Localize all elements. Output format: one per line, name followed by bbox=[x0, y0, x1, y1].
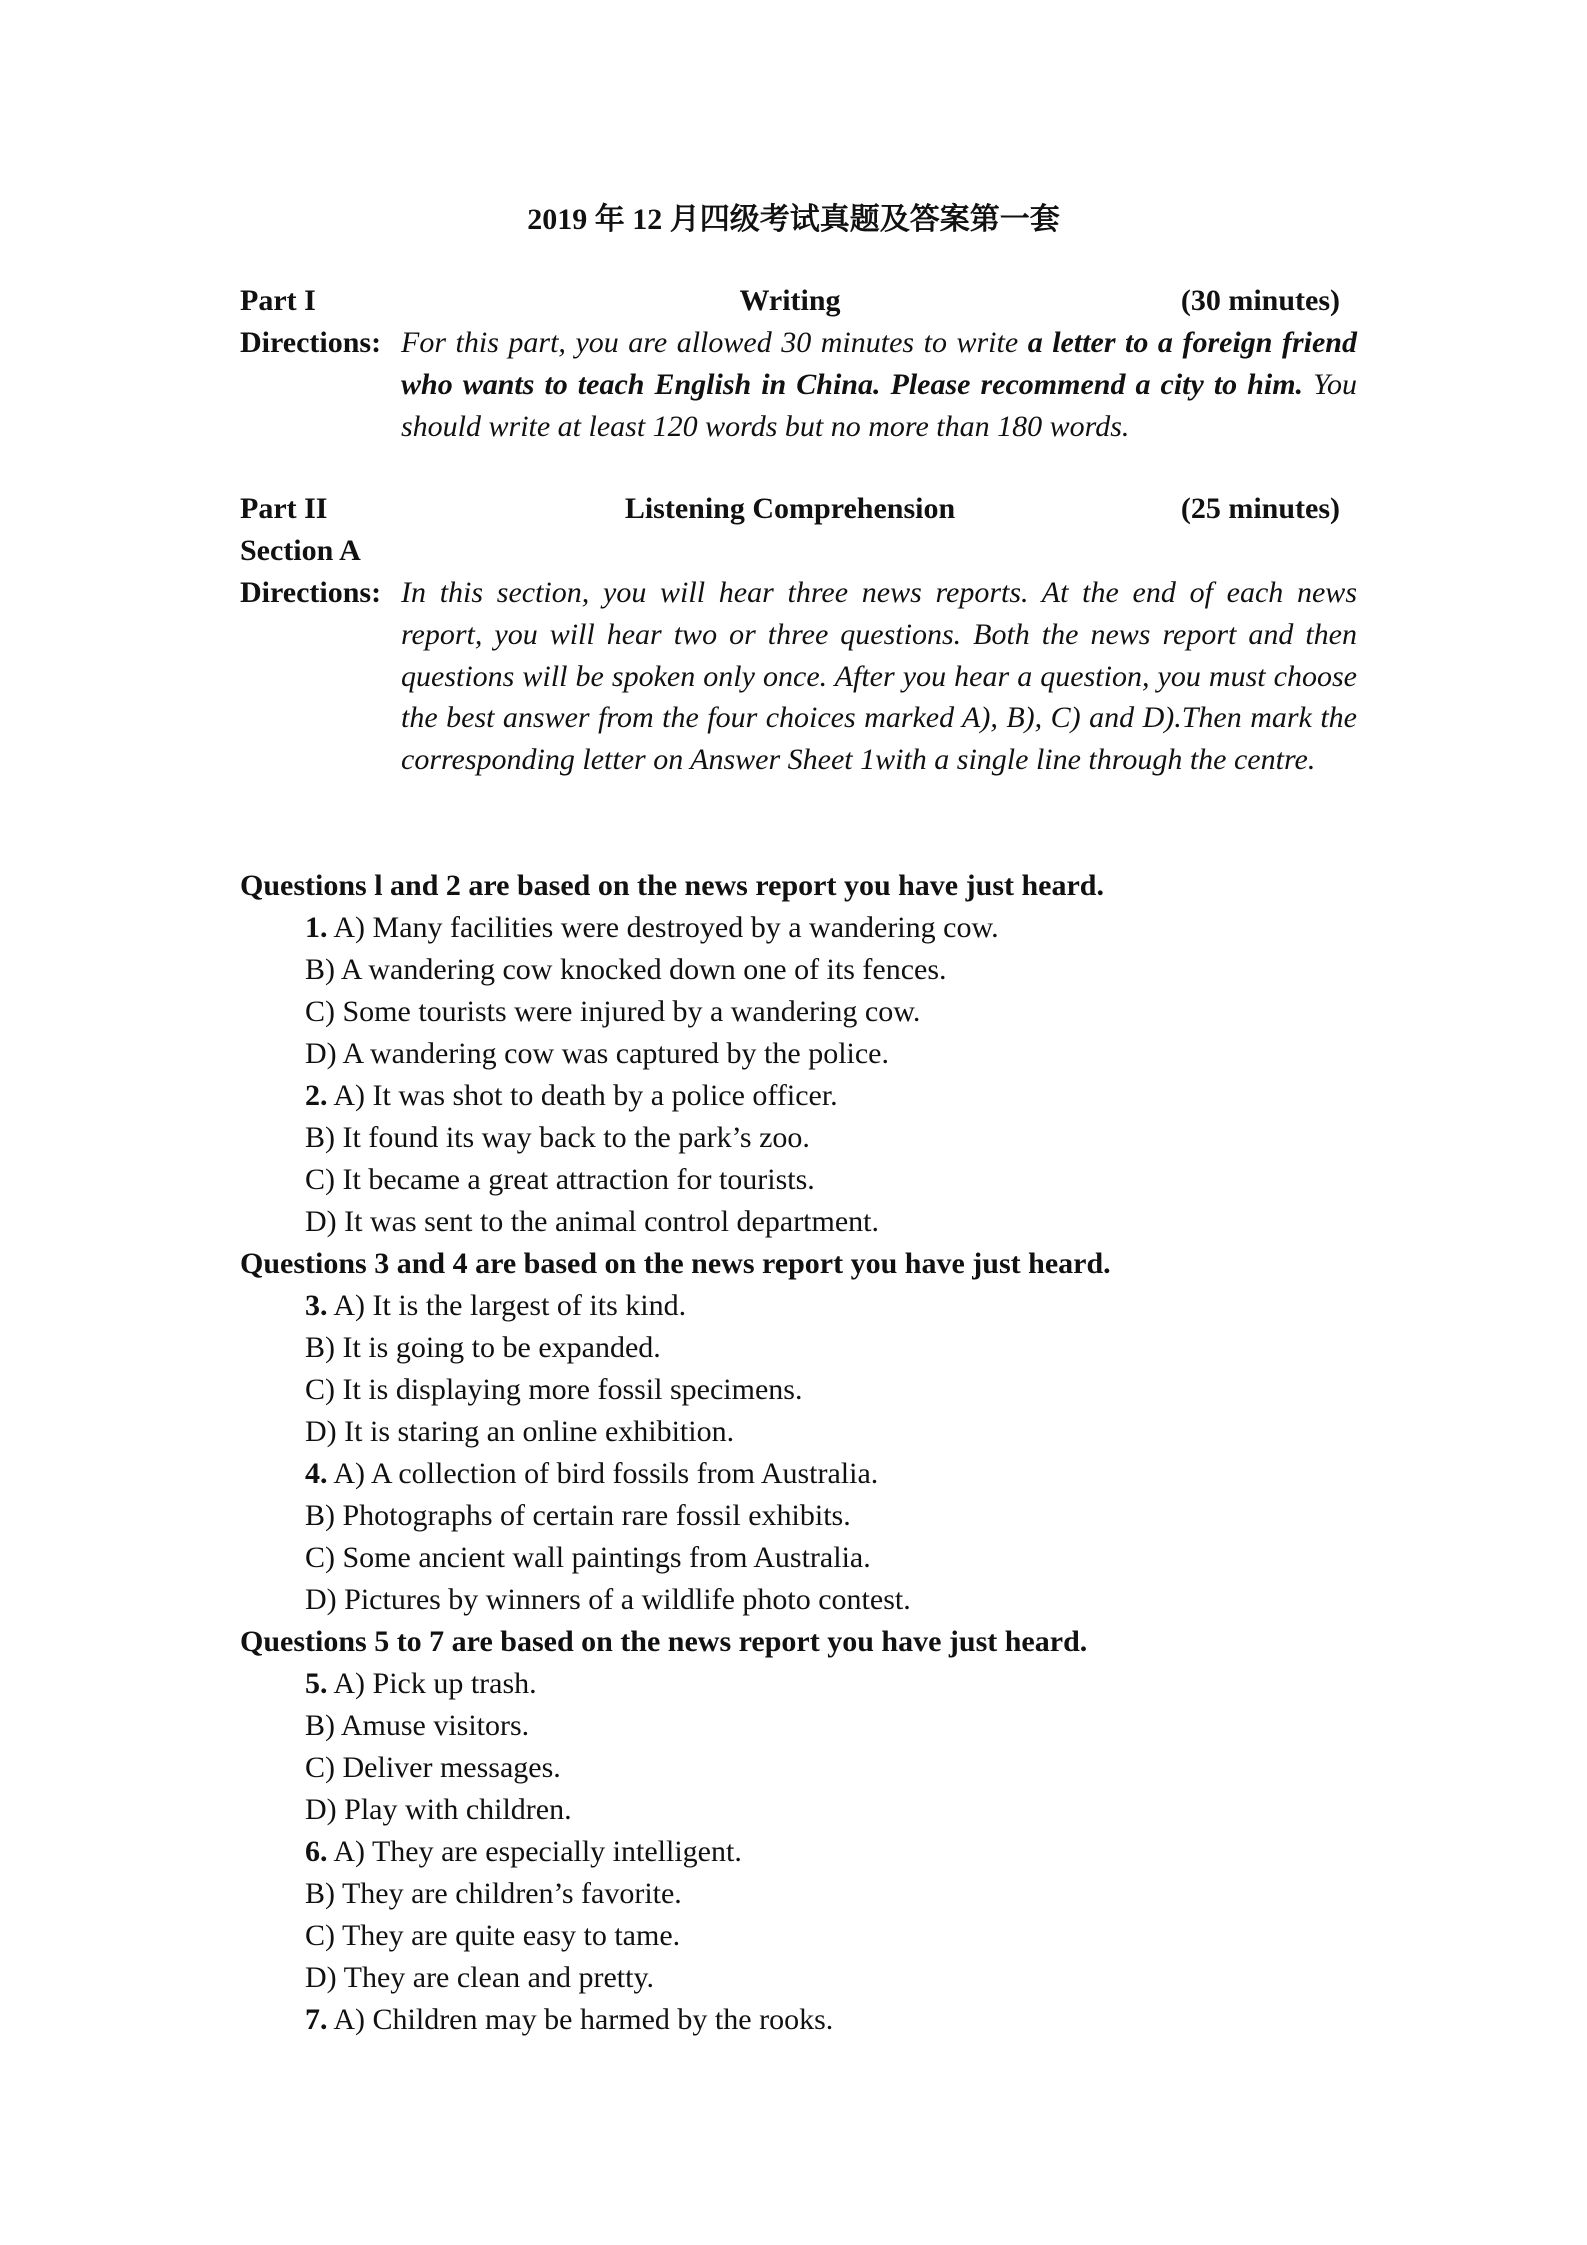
section-a-label: Section A bbox=[240, 534, 361, 567]
question-1-option-d: D) A wandering cow was captured by the police. bbox=[305, 1037, 889, 1070]
option-text: A) It is the largest of its kind. bbox=[333, 1289, 687, 1322]
question-group-heading: Questions 5 to 7 are based on the news report you have just heard. bbox=[240, 1625, 1088, 1658]
question-number: 4. bbox=[305, 1457, 328, 1490]
part1-label: Part I bbox=[240, 284, 316, 317]
part1-directions-c: You should write at least 120 words but no more than 180 words. bbox=[401, 367, 1357, 443]
part2-label: Part II bbox=[240, 492, 328, 525]
part1-directions-b: a letter to a foreign friend who wants to teach English in China. Please recommend a city to him. bbox=[401, 326, 1357, 401]
question-3-option-c: C) It is displaying more fossil specimens. bbox=[305, 1373, 803, 1406]
question-1-option-c: C) Some tourists were injured by a wandering cow. bbox=[305, 995, 921, 1028]
question-group-heading: Questions 3 and 4 are based on the news report you have just heard. bbox=[240, 1247, 1111, 1280]
question-4-option-a bbox=[305, 1453, 878, 1495]
question-4-option-c: C) Some ancient wall paintings from Australia. bbox=[305, 1541, 871, 1574]
question-2-option-c: C) It became a great attraction for tourists. bbox=[305, 1163, 815, 1196]
part1-directions-label: Directions: bbox=[240, 326, 382, 359]
option-text: A) Pick up trash. bbox=[333, 1667, 537, 1700]
question-number: 7. bbox=[305, 2003, 328, 2036]
question-5-option-b: B) Amuse visitors. bbox=[305, 1709, 530, 1742]
page-title: 2019 年 12 月四级考试真题及答案第一套 bbox=[527, 203, 1060, 236]
option-text: A) It was shot to death by a police officer. bbox=[333, 1079, 838, 1112]
question-1-option-a bbox=[305, 907, 999, 949]
question-6-option-c: C) They are quite easy to tame. bbox=[305, 1919, 681, 1952]
question-5-option-d: D) Play with children. bbox=[305, 1793, 572, 1826]
option-text: A) A collection of bird fossils from Australia. bbox=[333, 1457, 879, 1490]
part2-name: Listening Comprehension bbox=[624, 492, 956, 525]
question-5-option-c: C) Deliver messages. bbox=[305, 1751, 561, 1784]
question-number: 1. bbox=[305, 911, 328, 944]
part1-directions bbox=[401, 322, 1357, 447]
question-6-option-a bbox=[305, 1831, 742, 1873]
part1-directions-a: For this part, you are allowed 30 minutes to write bbox=[401, 326, 1028, 359]
question-6-option-b: B) They are children’s favorite. bbox=[305, 1877, 682, 1910]
question-7-option-a bbox=[305, 1999, 833, 2041]
option-text: A) They are especially intelligent. bbox=[333, 1835, 742, 1868]
question-6-option-d: D) They are clean and pretty. bbox=[305, 1961, 654, 1994]
question-number: 6. bbox=[305, 1835, 328, 1868]
question-4-option-d: D) Pictures by winners of a wildlife photo contest. bbox=[305, 1583, 911, 1616]
question-2-option-a bbox=[305, 1075, 838, 1117]
question-number: 5. bbox=[305, 1667, 328, 1700]
part1-name: Writing bbox=[739, 284, 841, 317]
question-2-option-d: D) It was sent to the animal control department. bbox=[305, 1205, 879, 1238]
question-3-option-d: D) It is staring an online exhibition. bbox=[305, 1415, 735, 1448]
part2-time: (25 minutes) bbox=[1180, 492, 1340, 525]
option-text: A) Many facilities were destroyed by a wandering cow. bbox=[333, 911, 999, 944]
question-group-heading: Questions l and 2 are based on the news report you have just heard. bbox=[240, 869, 1104, 902]
part2-directions: In this section, you will hear three news reports. At the end of each news report, you will hear two or three questions. Both the news report and then questions will be spoken only once. After you hear a question, you must choose the best answer from the four choices marked A), B), C) and D).Then mark the corresponding letter on Answer Sheet 1with a single line through the centre. bbox=[401, 576, 1357, 777]
question-1-option-b: B) A wandering cow knocked down one of its fences. bbox=[305, 953, 947, 986]
question-number: 3. bbox=[305, 1289, 328, 1322]
question-5-option-a bbox=[305, 1663, 537, 1705]
question-number: 2. bbox=[305, 1079, 328, 1112]
part1-time: (30 minutes) bbox=[1180, 284, 1340, 317]
question-3-option-b: B) It is going to be expanded. bbox=[305, 1331, 661, 1364]
question-3-option-a bbox=[305, 1285, 686, 1327]
option-text: A) Children may be harmed by the rooks. bbox=[333, 2003, 834, 2036]
question-4-option-b: B) Photographs of certain rare fossil exhibits. bbox=[305, 1499, 851, 1532]
part2-directions-label: Directions: bbox=[240, 576, 382, 609]
question-2-option-b: B) It found its way back to the park’s zoo. bbox=[305, 1121, 810, 1154]
